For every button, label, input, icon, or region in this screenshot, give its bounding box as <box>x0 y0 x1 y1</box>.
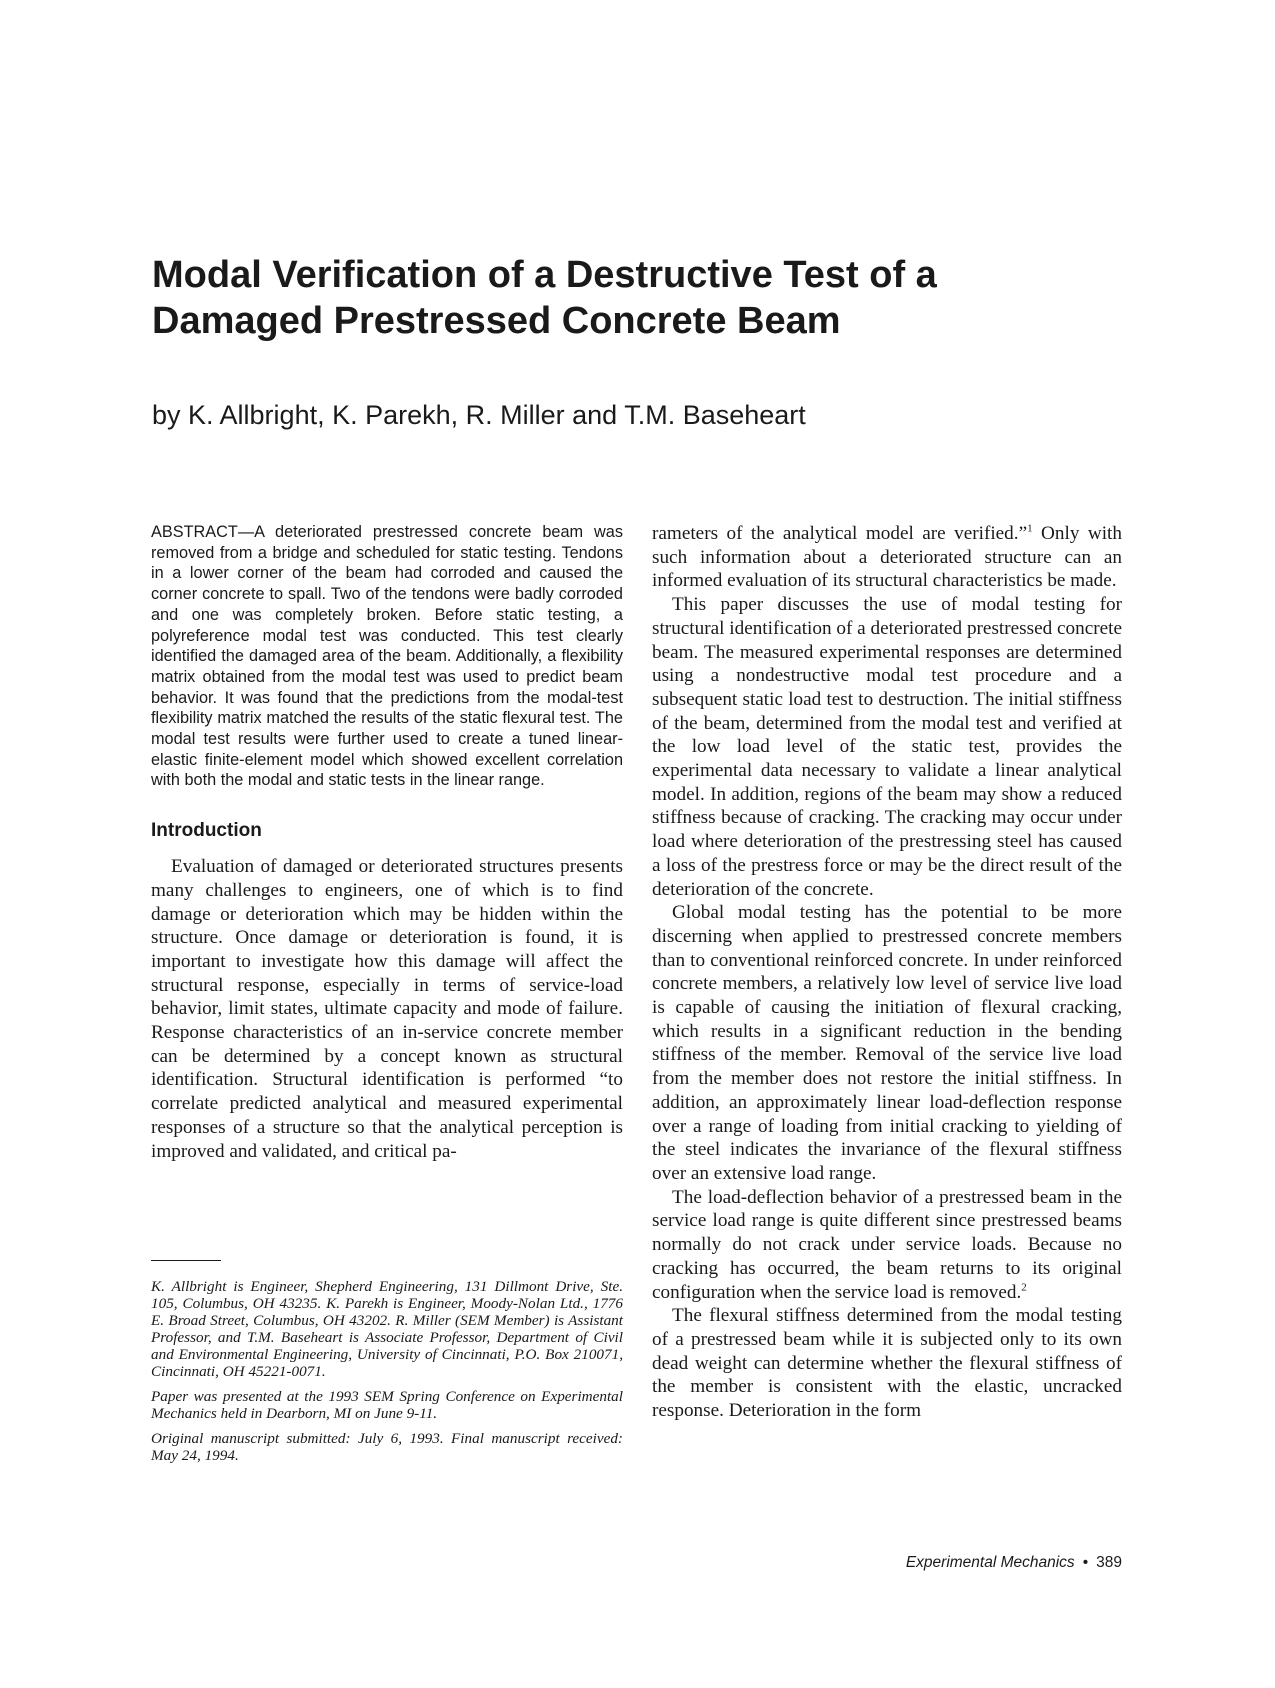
page-footer <box>760 1553 1122 1573</box>
abstract: ABSTRACT—A deteriorated prestressed concrete beam was removed from a bridge and scheduled for static testing. Tendons in a lower corner of the beam had corroded and caused the corner concrete to spall. Two of the tendons were badly corroded and one was completely broken. Before static testing, a polyreference modal test was conducted. This test clearly identified the damaged area of the beam. Additionally, a flexibility matrix obtained from the modal test was used to predict beam behavior. It was found that the predictions from the modal-test flexibility matrix matched the results of the static flexural test. The modal test results were further used to create a tuned linear-elastic finite-element model which showed excellent correlation with both the modal and static tests in the linear range. <box>151 523 623 790</box>
right-paragraph-3: Global modal testing has the potential to be more discerning when applied to prestressed concrete members than to conventional reinforced concrete. In under reinforced concrete members, a relatively low level of service live load is capable of causing the initiation of flexural cracking, which results in a significant reduction in the bending stiffness of the member. Removal of the service live load from the member does not restore the initial stiffness. In addition, an approximately linear load-deflection response over a range of loading from initial cracking to yielding of the steel indicates the invariance of the flexural stiffness over an extensive load range. <box>652 902 1122 1184</box>
footnotes <box>151 1278 623 1472</box>
introduction-paragraph-1: Evaluation of damaged or deteriorated structures presents many challenges to engineers, one of which is to find damage or deterioration which may be hidden within the structure. Once damage or deterioration is found, it is important to investigate how this damage will affect the structural response, especially in terms of service-load behavior, limit states, ultimate capacity and mode of failure. Response characteristics of an in-service concrete member can be determined by a concept known as structural identification. Structural identification is performed “to correlate predicted analytical and measured experimental responses of a structure so that the analytical perception is improved and validated, and critical pa- <box>151 856 623 1162</box>
right-paragraph-1-start: rameters of the analytical model are verified.” <box>652 523 1028 544</box>
journal-name: Experimental Mechanics <box>905 1554 1075 1571</box>
reference-1: 1 <box>1027 522 1033 535</box>
title-line-1: Modal Verification of a Destructive Test of a <box>152 254 937 296</box>
paper-title <box>152 252 1152 344</box>
footnote-divider <box>151 1260 221 1261</box>
title-line-2: Damaged Prestressed Concrete Beam <box>152 300 841 342</box>
footnote-conference: Paper was presented at the 1993 SEM Spring Conference on Experimental Mechanics held in Dearborn, MI on June 9-11. <box>151 1388 623 1422</box>
right-paragraph-4 <box>652 1186 1122 1305</box>
footnote-affiliations: K. Allbright is Engineer, Shepherd Engineering, 131 Dillmont Drive, Ste. 105, Columbus, OH 43235. K. Parekh is Engineer, Moody-Nolan Ltd., 1776 E. Broad Street, Columbus, OH 43202. R. Miller (SEM Member) is Assistant Professor, and T.M. Baseheart is Associate Professor, Department of Civil and Environmental Engineering, University of Cincinnati, P.O. Box 210071, Cincinnati, OH 45221-0071. <box>151 1278 623 1380</box>
right-paragraph-1-rest: Only with such information about a deteriorated structure can an informed evaluation of its structural characteristics be made. <box>652 523 1122 592</box>
reference-2: 2 <box>1021 1281 1027 1294</box>
right-column <box>652 522 1122 1423</box>
page-number: 389 <box>1096 1554 1122 1571</box>
left-column <box>151 522 623 1163</box>
right-paragraph-5: The flexural stiffness determined from the modal testing of a prestressed beam while it is subjected only to its own dead weight can determine whether the flexural stiffness of the member is consistent with the elastic, uncracked response. Deterioration in the form <box>652 1305 1122 1422</box>
right-paragraph-1 <box>652 522 1122 593</box>
footnote-manuscript: Original manuscript submitted: July 6, 1993. Final manuscript received: May 24, 1994. <box>151 1430 623 1464</box>
introduction-heading: Introduction <box>151 820 262 842</box>
right-paragraph-4-text: The load-deflection behavior of a prestressed beam in the service load range is quite different since prestressed beams normally do not crack under service loads. Because no cracking has occurred, the beam returns to its original configuration when the service load is removed. <box>652 1186 1122 1303</box>
footer-bullet: • <box>1082 1554 1089 1571</box>
author-byline: by K. Allbright, K. Parekh, R. Miller and T.M. Baseheart <box>152 400 806 430</box>
right-paragraph-2: This paper discusses the use of modal testing for structural identification of a deteriorated prestressed concrete beam. The measured experimental responses are determined using a nondestructive modal test procedure and a subsequent static load test to destruction. The initial stiffness of the beam, determined from the modal test and verified at the low load level of the static test, provides the experimental data necessary to validate a linear analytical model. In addition, regions of the beam may show a reduced stiffness because of cracking. The cracking may occur under load where deterioration of the prestressing steel has caused a loss of the prestress force or may be the direct result of the deterioration of the concrete. <box>652 594 1122 900</box>
